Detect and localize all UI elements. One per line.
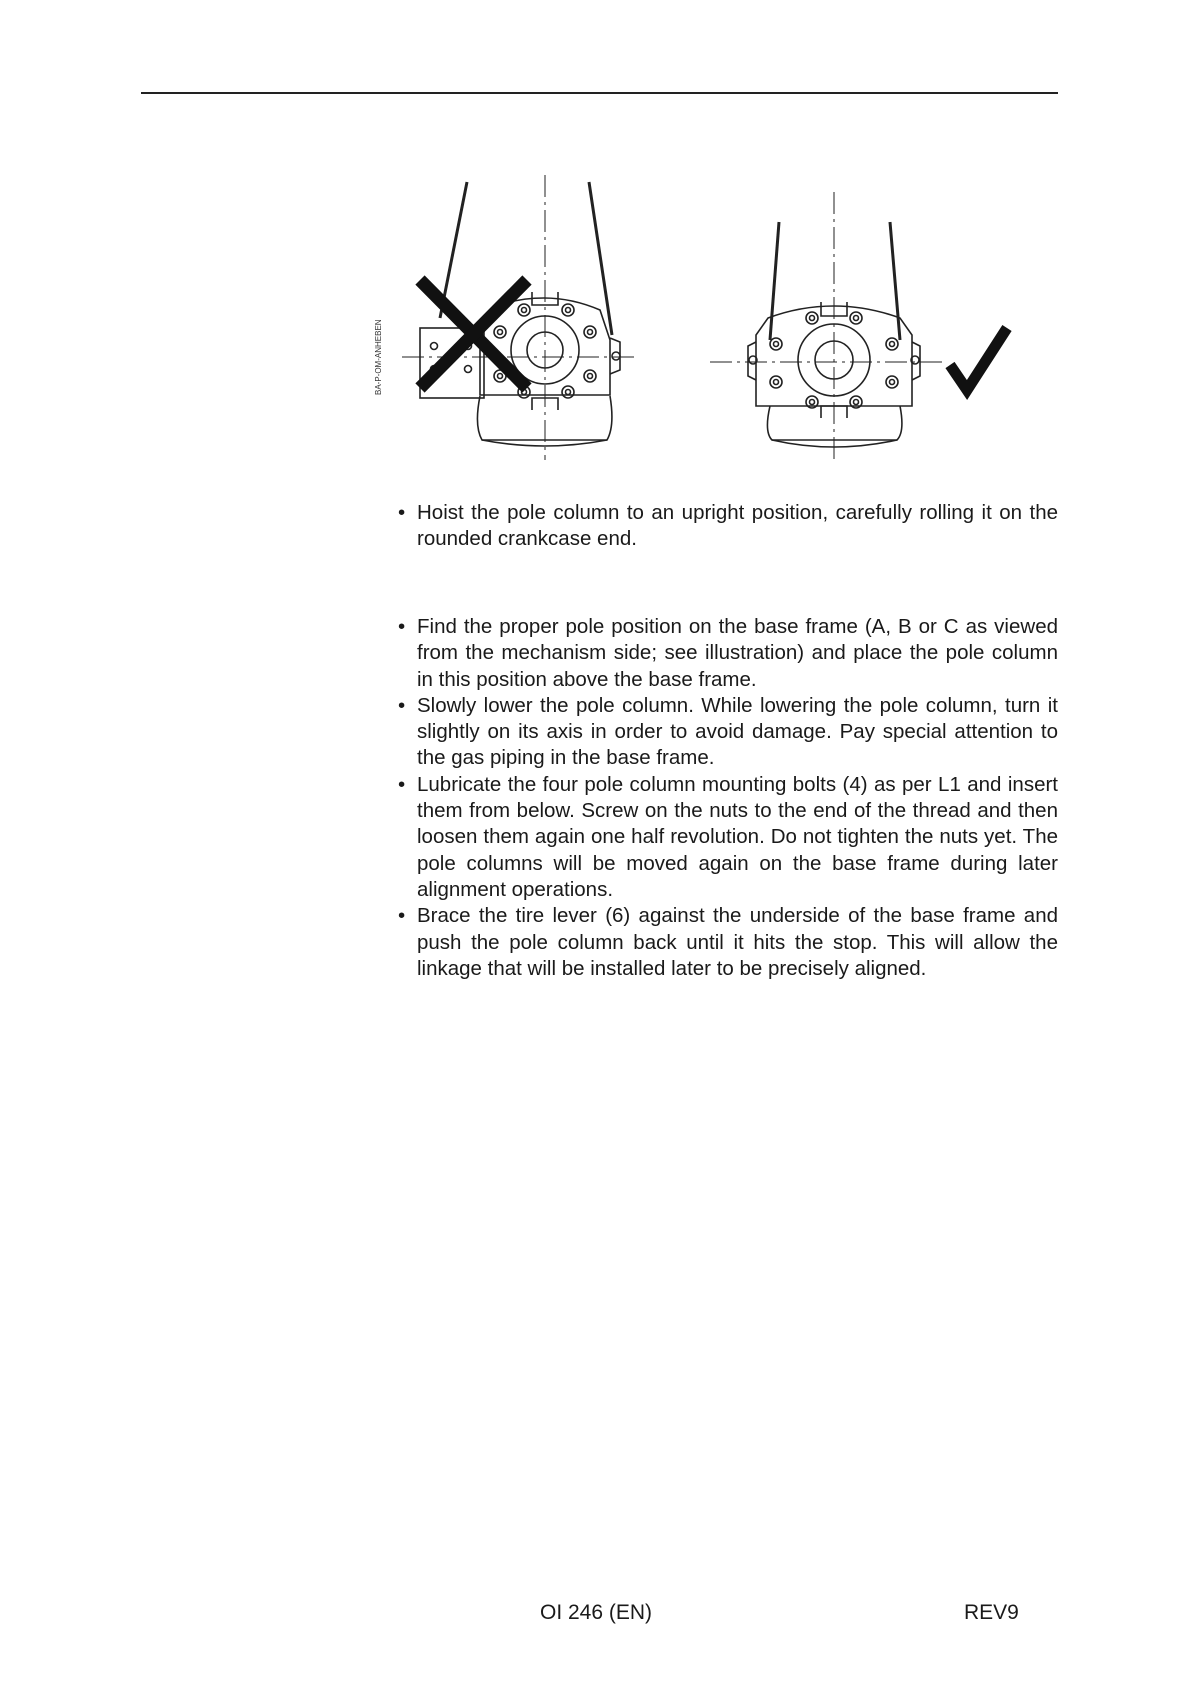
instruction-list-hoist [398,500,1058,553]
lifting-illustration [372,170,1072,480]
instruction-item: • Slowly lower the pole column. While lowering the pole column, turn it slightly on its axis in order to avoid damage. Pay special attention to the gas piping in the base frame. [398,693,1058,772]
instruction-item: • Hoist the pole column to an upright position, carefully rolling it on the rounded crankcase end. [398,500,1058,553]
pole-column-correct [710,192,947,462]
cross-icon [420,280,527,388]
checkmark-icon [950,328,1007,390]
footer-document-id: OI 246 (EN) [540,1601,653,1624]
figure-code: BA-P-OM-ANHEBEN [374,319,383,395]
instruction-item: • Find the proper pole position on the base frame (A, B or C as viewed from the mechanism side; see illustration) and place the pole column in this position above the base frame. [398,614,1058,693]
pole-column-wrong [402,175,637,460]
instruction-list-placement [398,614,1058,982]
footer-revision: REV9 [964,1601,1019,1624]
instruction-item: • Lubricate the four pole column mounting bolts (4) as per L1 and insert them from below. Screw on the nuts to the end of the thread and then loosen them again one half revolution. Do not tighten the nuts yet. The pole columns will be moved again on the base frame during later alignment operations. [398,772,1058,903]
header-rule [141,92,1058,94]
instruction-item: • Brace the tire lever (6) against the underside of the base frame and push the pole column back until it hits the stop. This will allow the linkage that will be installed later to be precisely aligned. [398,903,1058,982]
